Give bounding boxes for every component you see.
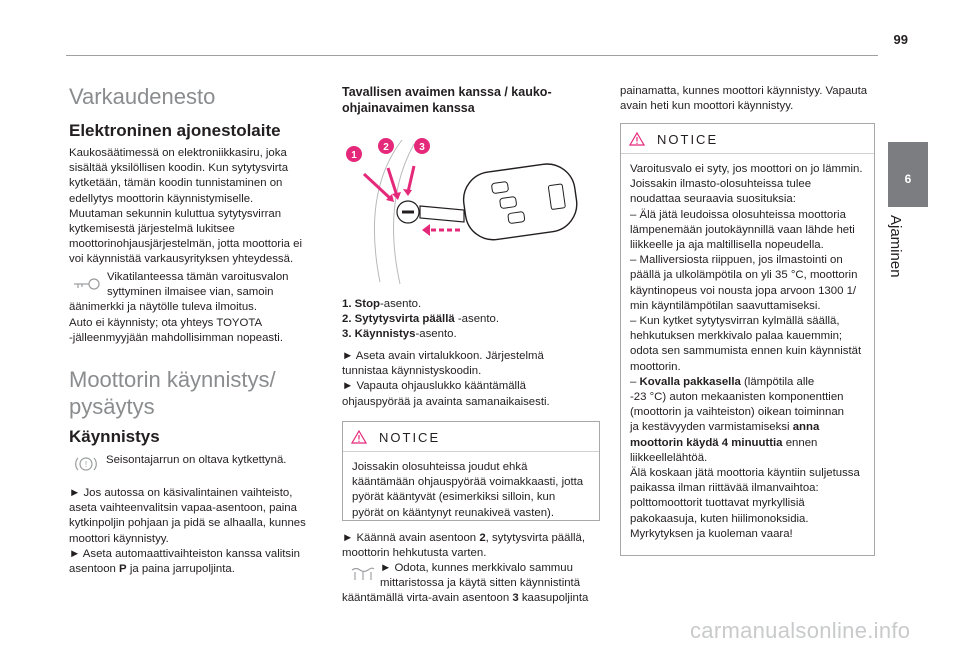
text-line: Joissakin ilmasto-olosuhteissa tulee xyxy=(630,178,812,191)
text-line: kääntämään ohjauspyörää voimakkaasti, jotta xyxy=(352,476,584,489)
text-line: min käyntilämpötilan saavuttamiseksi. xyxy=(630,299,821,312)
text-bold: moottorin käydä 4 minuuttia xyxy=(630,436,783,449)
warning-triangle-icon xyxy=(351,430,367,444)
parking-brake-note: Seisontajarrun on oltava kytkettynä. xyxy=(106,454,287,466)
text-line: tunnistaa käynnistyskoodin. xyxy=(342,365,482,378)
key-positions-list xyxy=(342,297,499,343)
text-fragment: , sytytysvirta päällä, xyxy=(485,532,586,544)
position-rest: -asento. xyxy=(379,298,422,310)
insert-key-text xyxy=(342,349,550,410)
text-line: kytketään, tämän koodin tunnistaminen on xyxy=(69,177,283,190)
notice-header xyxy=(343,422,599,452)
text-line: sisältää yksilöllisen koodin. Kun sytytysvirta xyxy=(69,162,289,175)
immobiliser-fault-text xyxy=(69,270,289,346)
heading-line: Tavallisen avaimen kanssa / kauko- xyxy=(342,85,552,99)
title-line: Moottorin käynnistys/ xyxy=(69,367,276,392)
position-rest: -asento. xyxy=(415,328,457,341)
text-line: Auto ei käynnisty; ota yhteys TOYOTA xyxy=(69,316,263,329)
text-fragment: ► Käännä avain asentoon xyxy=(342,532,480,544)
text-line: ► Odota, kunnes merkkivalo sammuu xyxy=(380,562,573,574)
text-line: ► Aseta automaattivaihteiston kanssa valitsin xyxy=(69,547,300,560)
text-line: pakokaasuja, kuten hiilimonoksidia. xyxy=(630,512,809,525)
text-line: käyntinopeus voi nousta jopa arvoon 1300 1/ xyxy=(630,284,857,297)
heading-immobiliser: Elektroninen ajonestolaite xyxy=(69,121,281,140)
chapter-tab[interactable]: 6 xyxy=(888,142,928,207)
text-line: Älä koskaan jätä moottoria käyntiin suljetussa xyxy=(630,467,860,480)
position-name: Stop xyxy=(354,298,380,310)
text-line xyxy=(630,420,868,435)
text-line: – Älä jätä leudoissa olosuhteissa moottoria xyxy=(630,208,846,221)
text-bold: Kovalla pakkasella xyxy=(639,375,741,388)
text-line xyxy=(342,531,585,546)
text-line: aseta vaihteenvalitsin vapaa-asentoon, paina xyxy=(69,502,297,515)
notice-body xyxy=(630,162,868,542)
position-name: Käynnistys xyxy=(354,328,416,341)
svg-text:!: ! xyxy=(84,460,88,469)
text-line: noudattaa seuraavia suosituksia: xyxy=(630,193,796,206)
position-3-ref: 3 xyxy=(512,592,519,605)
notice-body xyxy=(352,460,593,521)
text-line: -jälleenmyyjään mahdollisimman nopeasti. xyxy=(69,331,283,344)
position-2-ref: 2 xyxy=(479,532,486,544)
notice-box-steering xyxy=(342,421,600,521)
chapter-label xyxy=(887,215,904,305)
text-line: liikkeellelähtöä. xyxy=(630,451,708,464)
heading-line: ohjainavaimen kanssa xyxy=(342,101,475,115)
parking-brake-icon xyxy=(73,455,99,473)
notice-box-climate xyxy=(620,123,875,556)
header-rule xyxy=(66,55,878,56)
watermark: carmanualsonline.info xyxy=(690,618,911,643)
page-number: 99 xyxy=(893,32,908,47)
warning-triangle-icon xyxy=(629,132,645,146)
text-line: paikassa ilman riittävää ilmanvaihtoa: xyxy=(630,482,819,495)
text-line: voi käynnistää varkausyrityksen yhteydessä. xyxy=(69,253,294,266)
section-title-start-stop xyxy=(69,366,276,420)
gear-p-label: P xyxy=(119,563,127,576)
position-item xyxy=(342,327,499,342)
wait-start-text xyxy=(342,561,588,607)
text-fragment: ja kestävyyden varmistamiseksi xyxy=(630,421,793,434)
text-line xyxy=(69,562,306,577)
callout-2-label: 2 xyxy=(383,142,389,153)
notice-header xyxy=(621,124,874,154)
text-line: pyörät on kääntynyt reunakiveä vasten). xyxy=(352,506,554,519)
text-line: ► Aseta avain virtalukkoon. Järjestelmä xyxy=(342,350,544,362)
text-line: moottorin hehkutusta varten. xyxy=(342,547,487,560)
text-line: moottori käynnistyy. xyxy=(69,532,169,545)
text-line: päällä ja ulkolämpötila on yli 35 °C, moottorin xyxy=(630,269,858,282)
text-line xyxy=(630,375,868,390)
text-line xyxy=(342,591,588,606)
text-line: kytkinpoljin pohjaan ja pidä se alhaalla, kunnes xyxy=(69,517,306,530)
text-line: painamatta, kunnes moottori käynnistyy. Vapauta xyxy=(620,85,868,97)
text-line: moottorin. xyxy=(630,360,681,373)
text-fragment: ennen xyxy=(782,436,818,449)
text-line: polttomoottorit tuottavat myrkyllisiä xyxy=(630,497,805,510)
text-line xyxy=(630,436,868,451)
position-item xyxy=(342,312,499,327)
position-name: Sytytysvirta päällä xyxy=(354,313,455,326)
ignition-key-illustration xyxy=(342,132,604,294)
heading-with-key xyxy=(342,84,552,116)
text-line: hehkutuksen merkkivalo palaa kauemmin; xyxy=(630,330,843,343)
text-line: ohjauspyörää ja avainta samanaikaisesti. xyxy=(342,395,550,408)
text-line: äänimerkki ja näytölle tuleva ilmoitus. xyxy=(69,301,258,314)
section-title-antitheft: Varkaudenesto xyxy=(69,84,216,109)
chapter-label-text: Ajaminen xyxy=(887,215,904,278)
text-line: Muutaman sekunnin kuluttua sytytysvirran xyxy=(69,207,282,220)
text-line: Varoitusvalo ei syty, jos moottori on jo lämmin. xyxy=(630,163,863,175)
text-line: mittaristossa ja käytä sitten käynnistintä xyxy=(380,577,581,590)
text-line: ► Jos autossa on käsivalintainen vaihteisto, xyxy=(69,487,293,499)
text-line: -23 °C) auton mekaanisten komponenttien xyxy=(630,391,844,404)
text-line: lämpenemään joutokäynnillä vaan lähde heti xyxy=(630,223,855,236)
text-line: syttyminen ilmaisee vian, samoin xyxy=(107,286,274,299)
text-line: edellytys moottorin käynnistymiselle. xyxy=(69,192,254,205)
immobiliser-intro xyxy=(69,146,302,268)
text-line: Joissakin olosuhteissa joudut ehkä xyxy=(352,461,528,473)
text-line: – Malliversiosta riippuen, jos ilmastointi on xyxy=(630,254,843,267)
notice-title: NOTICE xyxy=(379,430,441,445)
position-num: 3. xyxy=(342,328,352,341)
text-line: – Kun kytket sytytysvirran kylmällä säällä, xyxy=(630,315,840,328)
position-num: 1. xyxy=(342,298,352,310)
text-bold: anna xyxy=(792,421,820,434)
position-num: 2. xyxy=(342,313,352,326)
text-line: Myrkytyksen ja kuoleman vaara! xyxy=(630,527,793,540)
text-line: moottorinohjausjärjestelmän, jotta moottoria ei xyxy=(69,238,302,251)
text-line: liikkeelle ja aja maltillisella nopeudella. xyxy=(630,239,824,252)
continued-text xyxy=(620,84,867,114)
text-fragment: kaasupoljinta xyxy=(518,592,589,605)
text-line: ► Vapauta ohjauslukko kääntämällä xyxy=(342,380,526,393)
text-line: avain heti kun moottori käynnistyy. xyxy=(620,100,794,113)
text-fragment: kääntämällä virta-avain asentoon xyxy=(342,592,513,605)
text-line: Kaukosäätimessä on elektroniikkasiru, joka xyxy=(69,147,287,159)
text-line: (moottorin ja vaihteiston) oikean toiminnan xyxy=(630,406,845,419)
manual-gearbox-text xyxy=(69,486,306,577)
callout-1-label: 1 xyxy=(351,150,357,161)
text-line: Vikatilanteessa tämän varoitusvalon xyxy=(107,271,289,283)
text-fragment: (lämpötila alle xyxy=(740,375,815,388)
title-line: pysäytys xyxy=(69,394,155,419)
heading-starting: Käynnistys xyxy=(69,427,160,446)
notice-title: NOTICE xyxy=(657,132,719,147)
callout-3-label: 3 xyxy=(419,142,425,153)
text-line: odota sen sammumista ennen kuin käynnistät xyxy=(630,345,862,358)
position-item xyxy=(342,297,499,312)
turn-key-text xyxy=(342,531,585,561)
text-fragment: ja paina jarrupoljinta. xyxy=(126,563,235,576)
position-rest: -asento. xyxy=(454,313,500,326)
text-line: pyörät kääntyvät (esimerkiksi silloin, kun xyxy=(352,491,556,504)
text-fragment: asentoon xyxy=(69,563,120,576)
text-fragment: – xyxy=(630,375,640,388)
text-line: kytkemisestä järjestelmä lukitsee xyxy=(69,223,235,236)
